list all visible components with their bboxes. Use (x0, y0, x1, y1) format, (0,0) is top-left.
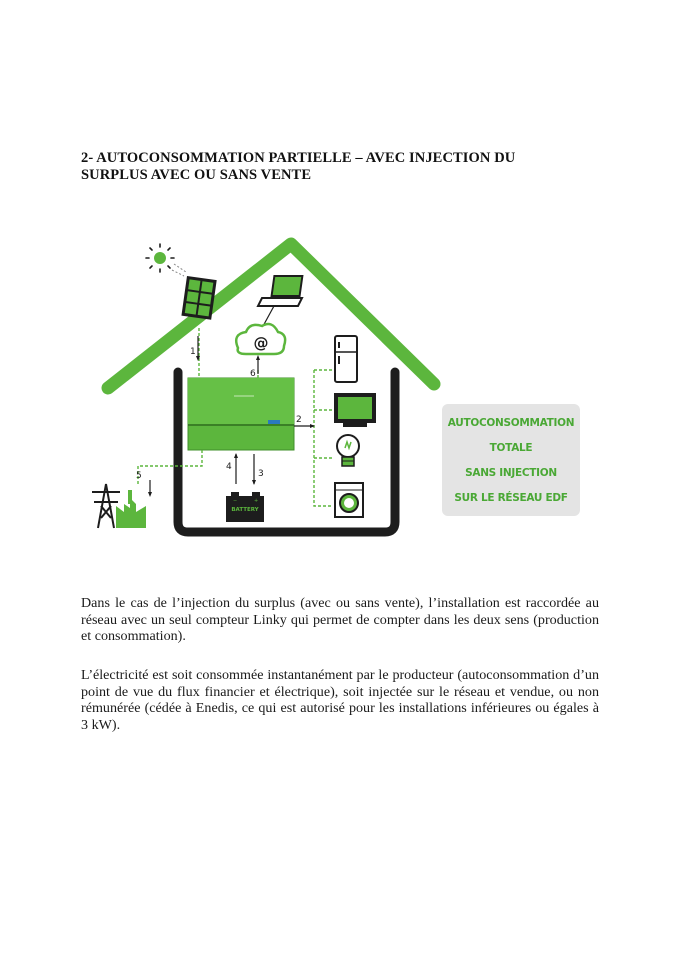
flow-number-5: 5 (136, 471, 142, 481)
light-bulb-icon (337, 435, 359, 466)
flow-number-6: 6 (250, 369, 256, 379)
house-roof (108, 244, 434, 388)
paragraph-electricity: L’électricité est soit consommée instantanément par le producteur (autoconsommation d’un point de vue du flux financier et électrique), soit injectée sur le réseau et vendue, ou non rémunérée (cédée à Enedis, ce qui est autorisé pour les installations inférieures ou égales à 3 kW). (81, 667, 599, 733)
badge-line-1: AUTOCONSOMMATION (447, 417, 575, 429)
inverter-icon (188, 378, 294, 450)
factory-icon (116, 490, 146, 528)
flow-number-4: 4 (226, 462, 232, 472)
sun-icon (146, 244, 186, 276)
badge-line-2: TOTALE (489, 442, 533, 454)
section-heading-line-2: SURPLUS AVEC OU SANS VENTE (81, 167, 312, 183)
badge-line-4: SUR LE RÉSEAU EDF (454, 492, 568, 504)
flow-number-2: 2 (296, 415, 302, 425)
paragraph-injection: Dans le cas de l’injection du surplus (avec ou sans vente), l’installation est raccordée au réseau avec un seul compteur Linky qui permet de compter dans les deux sens (production et consommation). (81, 595, 599, 644)
svg-text:+: + (254, 498, 259, 504)
fridge-icon (335, 336, 357, 382)
self-consumption-diagram (86, 236, 586, 546)
autoconsommation-badge (442, 404, 580, 516)
solar-panel-icon (181, 276, 216, 320)
section-heading (81, 150, 601, 184)
section-heading-line-1: 2- AUTOCONSOMMATION PARTIELLE – AVEC INJECTION DU (81, 150, 516, 166)
battery-icon (226, 492, 264, 522)
flow-number-3: 3 (258, 469, 264, 479)
power-pylon-icon (92, 484, 120, 528)
svg-text:−: − (233, 498, 238, 504)
badge-line-3: SANS INJECTION (465, 467, 557, 479)
laptop-icon (258, 276, 302, 306)
cloud-icon (236, 324, 285, 354)
flow-number-1: 1 (190, 347, 196, 357)
battery-label: BATTERY (231, 507, 259, 513)
tv-icon (334, 393, 376, 427)
at-symbol: @ (253, 334, 269, 352)
washing-machine-icon (335, 483, 363, 517)
